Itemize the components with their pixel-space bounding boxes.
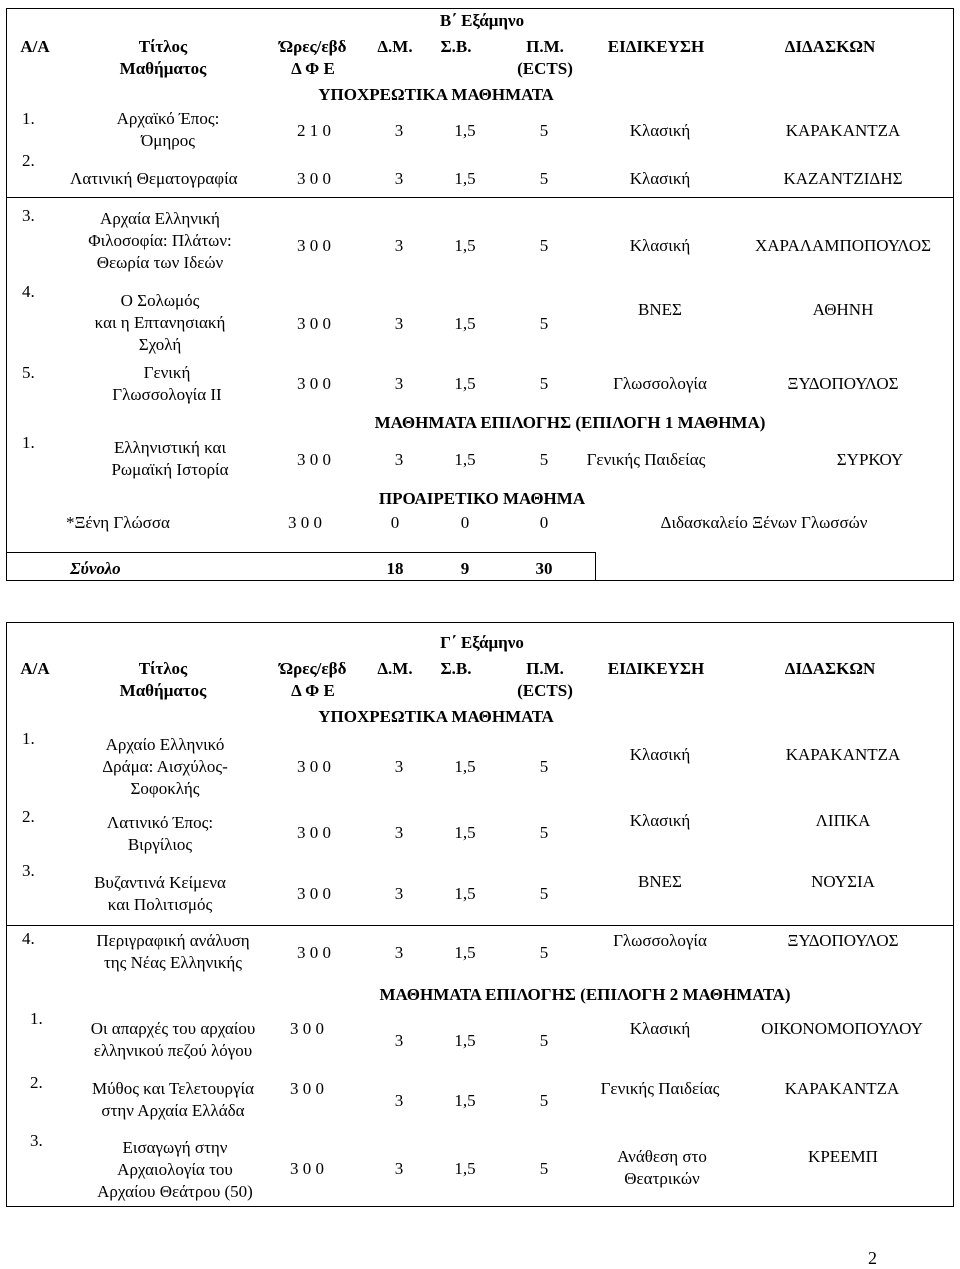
- course-specialization: Κλασική: [629, 811, 691, 830]
- course-teacher: ΧΑΡΑΛΑΜΠΟΠΟΥΛΟΣ: [754, 236, 932, 255]
- course-title: Οι απαρχές του αρχαίου ελληνικού πεζού λόγου: [90, 1019, 256, 1060]
- course-hours: 3 0 0: [297, 943, 331, 962]
- course-title: Εισαγωγή στην Αρχαιολογία του Αρχαίου Θεάτρου (50): [97, 1138, 253, 1201]
- divider: [6, 552, 595, 553]
- course-specialization: Γλωσσολογία: [613, 931, 707, 950]
- row-number: 1.: [30, 1009, 43, 1028]
- course-dm: 3: [394, 314, 404, 333]
- course-sb: 1,5: [454, 1091, 476, 1110]
- course-sb: 1,5: [454, 450, 476, 469]
- course-hours: 3 0 0: [288, 513, 322, 532]
- row-number: 2.: [22, 151, 35, 170]
- course-specialization: ΒΝΕΣ: [638, 300, 682, 319]
- course-teacher: ΚΑΖΑΝΤΖΙΔΗΣ: [783, 169, 903, 188]
- course-teacher: ΚΑΡΑΚΑΝΤΖΑ: [785, 745, 901, 764]
- course-dm: 0: [390, 513, 400, 532]
- header-title: Τίτλος Μαθήματος: [119, 659, 207, 700]
- course-title: Λατινική Θεματογραφία: [70, 169, 238, 188]
- course-teacher: Διδασκαλείο Ξένων Γλωσσών: [660, 513, 868, 532]
- course-pm: 5: [539, 757, 549, 776]
- course-sb: 1,5: [454, 757, 476, 776]
- header-pm: Π.Μ. (ECTS): [517, 659, 573, 700]
- course-pm: 0: [539, 513, 549, 532]
- course-pm: 5: [539, 884, 549, 903]
- course-sb: 1,5: [454, 884, 476, 903]
- row-number: 4.: [22, 282, 35, 301]
- course-dm: 3: [394, 884, 404, 903]
- course-pm: 5: [539, 1031, 549, 1050]
- course-sb: 1,5: [454, 121, 476, 140]
- course-teacher: ΝΟΥΣΙΑ: [811, 872, 875, 891]
- section-mandatory: ΥΠΟΧΡΕΩΤΙΚΑ ΜΑΘΗΜΑΤΑ: [318, 85, 554, 104]
- course-sb: 1,5: [454, 314, 476, 333]
- course-specialization: Γλωσσολογία: [613, 374, 707, 393]
- header-teacher: ΔΙΔΑΣΚΩΝ: [784, 659, 876, 678]
- course-sb: 1,5: [454, 236, 476, 255]
- course-title: Αρχαίο Ελληνικό Δράμα: Αισχύλος- Σοφοκλής: [102, 735, 228, 798]
- header-sb: Σ.Β.: [440, 659, 472, 678]
- course-teacher: ΚΑΡΑΚΑΝΤΖΑ: [784, 1079, 900, 1098]
- course-pm: 5: [539, 236, 549, 255]
- header-dm: Δ.Μ.: [377, 37, 413, 56]
- row-number: 1.: [22, 109, 35, 128]
- course-teacher: ΑΘΗΝΗ: [812, 300, 874, 319]
- course-title: Ελληνιστική και Ρωμαϊκή Ιστορία: [111, 438, 229, 479]
- course-pm: 5: [539, 374, 549, 393]
- course-hours: 2 1 0: [297, 121, 331, 140]
- course-hours: 3 0 0: [290, 1079, 324, 1098]
- course-hours: 3 0 0: [297, 236, 331, 255]
- section-mandatory: ΥΠΟΧΡΕΩΤΙΚΑ ΜΑΘΗΜΑΤΑ: [318, 707, 554, 726]
- course-title: Αρχαϊκό Έπος: Όμηρος: [116, 109, 220, 150]
- course-title: Γενική Γλωσσολογία ΙΙ: [112, 363, 222, 404]
- row-number: 3.: [22, 861, 35, 880]
- course-pm: 5: [539, 1091, 549, 1110]
- header-hours: Ώρες/εβδ Δ Φ Ε: [279, 659, 347, 700]
- course-teacher: ΚΡΕΕΜΠ: [808, 1147, 878, 1166]
- course-sb: 1,5: [454, 823, 476, 842]
- course-dm: 3: [394, 450, 404, 469]
- course-dm: 3: [394, 757, 404, 776]
- course-specialization: Κλασική: [629, 745, 691, 764]
- total-sb: 9: [460, 559, 470, 578]
- divider: [6, 197, 954, 198]
- course-sb: 1,5: [454, 169, 476, 188]
- course-hours: 3 0 0: [297, 757, 331, 776]
- total-label: Σύνολο: [70, 559, 121, 578]
- course-dm: 3: [394, 236, 404, 255]
- total-dm: 18: [386, 559, 404, 578]
- course-sb: 1,5: [454, 1031, 476, 1050]
- course-dm: 3: [394, 1091, 404, 1110]
- course-hours: 3 0 0: [297, 450, 331, 469]
- divider: [6, 925, 954, 926]
- course-title: Μύθος και Τελετουργία στην Αρχαία Ελλάδα: [92, 1079, 254, 1120]
- course-pm: 5: [539, 943, 549, 962]
- course-hours: 3 0 0: [297, 823, 331, 842]
- header-specialization: ΕΙΔΙΚΕΥΣΗ: [607, 37, 705, 56]
- course-pm: 5: [539, 121, 549, 140]
- header-aa: Α/Α: [20, 37, 50, 56]
- header-dm: Δ.Μ.: [377, 659, 413, 678]
- row-number: 2.: [30, 1073, 43, 1092]
- course-teacher: ΛΙΠΚΑ: [815, 811, 871, 830]
- course-specialization: Κλασική: [629, 1019, 691, 1038]
- header-title: Τίτλος Μαθήματος: [119, 37, 207, 78]
- course-dm: 3: [394, 1031, 404, 1050]
- semester-title: Γ΄ Εξάμηνο: [440, 633, 524, 652]
- course-specialization: Γενικής Παιδείας: [600, 1079, 720, 1098]
- course-hours: 3 0 0: [290, 1159, 324, 1178]
- course-specialization: Ανάθεση στο Θεατρικών: [617, 1147, 707, 1188]
- section-optional: ΠΡΟΑΙΡΕΤΙΚΟ ΜΑΘΗΜΑ: [378, 489, 586, 508]
- course-teacher: ΣΥΡΚΟΥ: [836, 450, 904, 469]
- course-sb: 1,5: [454, 943, 476, 962]
- course-dm: 3: [394, 823, 404, 842]
- course-sb: 1,5: [454, 1159, 476, 1178]
- course-title: Αρχαία Ελληνική Φιλοσοφία: Πλάτων: Θεωρία των Ιδεών: [88, 209, 232, 272]
- course-title: Βυζαντινά Κείμενα και Πολιτισμός: [94, 873, 226, 914]
- course-hours: 3 0 0: [297, 374, 331, 393]
- course-pm: 5: [539, 314, 549, 333]
- course-hours: 3 0 0: [297, 884, 331, 903]
- section-elective: ΜΑΘΗΜΑΤΑ ΕΠΙΛΟΓΗΣ (ΕΠΙΛΟΓΗ 1 ΜΑΘΗΜΑ): [374, 413, 766, 432]
- row-number: 3.: [30, 1131, 43, 1150]
- course-specialization: ΒΝΕΣ: [638, 872, 682, 891]
- header-aa: Α/Α: [20, 659, 50, 678]
- course-teacher: ΚΑΡΑΚΑΝΤΖΑ: [785, 121, 901, 140]
- course-specialization: Κλασική: [629, 236, 691, 255]
- header-sb: Σ.Β.: [440, 37, 472, 56]
- course-hours: 3 0 0: [290, 1019, 324, 1038]
- row-number: 4.: [22, 929, 35, 948]
- row-number: 3.: [22, 206, 35, 225]
- course-teacher: ΟΙΚΟΝΟΜΟΠΟΥΛΟΥ: [761, 1019, 923, 1038]
- row-number: 2.: [22, 807, 35, 826]
- course-dm: 3: [394, 374, 404, 393]
- course-teacher: ΞΥΔΟΠΟΥΛΟΣ: [787, 374, 899, 393]
- course-teacher: ΞΥΔΟΠΟΥΛΟΣ: [787, 931, 899, 950]
- semester-title: Β΄ Εξάμηνο: [439, 11, 525, 30]
- course-hours: 3 0 0: [297, 314, 331, 333]
- course-sb: 1,5: [454, 374, 476, 393]
- course-title: *Ξένη Γλώσσα: [66, 513, 170, 532]
- course-specialization: Κλασική: [629, 169, 691, 188]
- header-hours: Ώρες/εβδ Δ Φ Ε: [279, 37, 347, 78]
- total-pm: 30: [535, 559, 553, 578]
- row-number: 5.: [22, 363, 35, 382]
- course-dm: 3: [394, 1159, 404, 1178]
- row-number: 1.: [22, 729, 35, 748]
- section-elective: ΜΑΘΗΜΑΤΑ ΕΠΙΛΟΓΗΣ (ΕΠΙΛΟΓΗ 2 ΜΑΘΗΜΑΤΑ): [379, 985, 791, 1004]
- course-dm: 3: [394, 121, 404, 140]
- row-number: 1.: [22, 433, 35, 452]
- course-title: Ο Σολωμός και η Επτανησιακή Σχολή: [94, 291, 226, 354]
- course-pm: 5: [539, 823, 549, 842]
- course-specialization: Γενικής Παιδείας: [586, 450, 706, 469]
- course-title: Λατινικό Έπος: Βιργίλιος: [106, 813, 214, 854]
- course-pm: 5: [539, 450, 549, 469]
- page-number: 2: [868, 1248, 877, 1268]
- course-dm: 3: [394, 943, 404, 962]
- course-hours: 3 0 0: [297, 169, 331, 188]
- header-teacher: ΔΙΔΑΣΚΩΝ: [784, 37, 876, 56]
- course-pm: 5: [539, 1159, 549, 1178]
- course-sb: 0: [460, 513, 470, 532]
- course-title: Περιγραφική ανάλυση της Νέας Ελληνικής: [96, 931, 250, 972]
- divider: [595, 552, 596, 581]
- header-specialization: ΕΙΔΙΚΕΥΣΗ: [607, 659, 705, 678]
- course-pm: 5: [539, 169, 549, 188]
- course-specialization: Κλασική: [629, 121, 691, 140]
- header-pm: Π.Μ. (ECTS): [517, 37, 573, 78]
- course-dm: 3: [394, 169, 404, 188]
